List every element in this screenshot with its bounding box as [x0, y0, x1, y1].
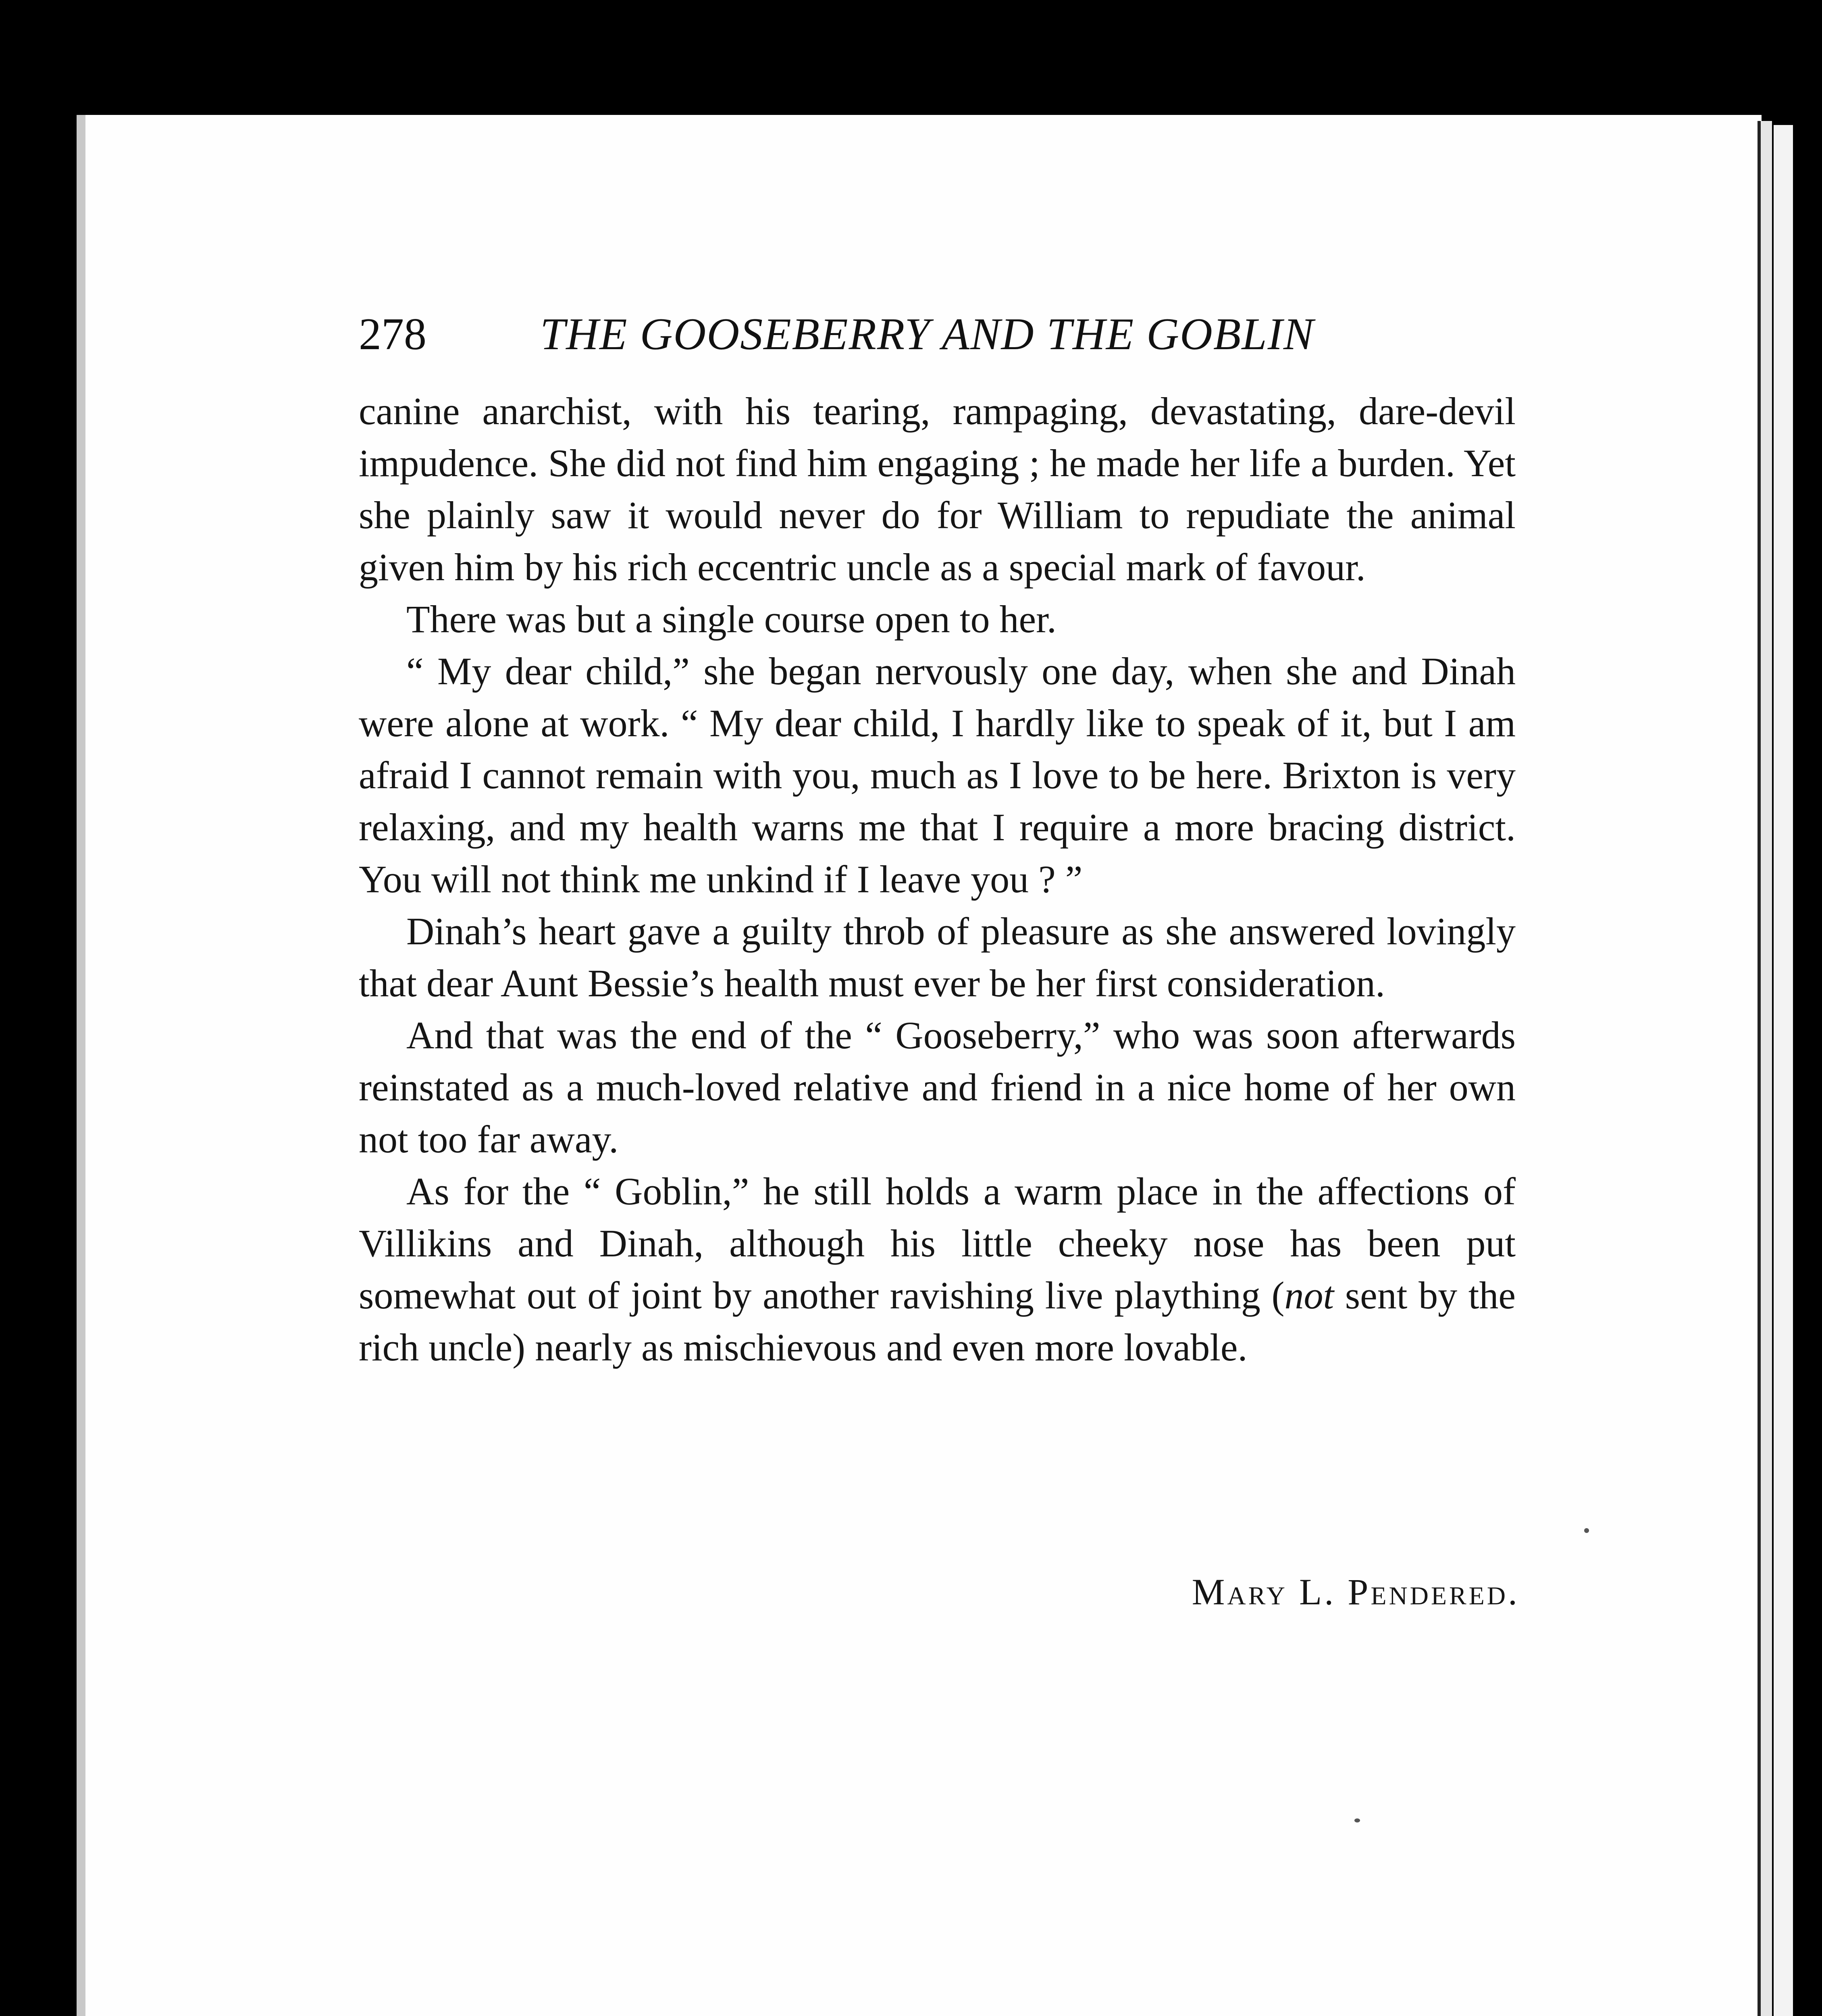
paragraph-text: As for the “ Goblin,” he still holds a warm place in the affections of Villikins and Dinah, although his little cheeky nose has been put somewhat out of joint by another ravishing live plaything ( [359, 1170, 1516, 1317]
scan-speck [1354, 1818, 1360, 1822]
paragraph-text: sent by the rich uncle) nearly as mischievous and even more lovable. [359, 1274, 1516, 1369]
italic-emphasis: not [1284, 1274, 1334, 1317]
paragraph: There was but a single course open to her. [406, 598, 1057, 641]
paragraph: canine anarchist, with his tearing, rampaging, devastating, dare-devil impudence. She did not find him engaging ; he made her life a burden. Yet she plainly saw it would never do for William to repudiate the animal given him by his rich eccentric uncle as a special mark of favour. [359, 389, 1516, 589]
paragraph: And that was the end of the “ Gooseberry,” who was soon afterwards reinstated as a much-loved relative and friend in a nice home of her own not too far away. [359, 1014, 1516, 1161]
page-edge [1758, 121, 1772, 2016]
page-number: 278 [359, 309, 426, 359]
story-text [359, 385, 1516, 1373]
next-page-edge [1774, 125, 1793, 2016]
author-signature: Mary L. Pendered. [1192, 1571, 1520, 1612]
running-title: THE GOOSEBERRY AND THE GOBLIN [540, 309, 1315, 359]
paragraph: Dinah’s heart gave a guilty throb of pleasure as she answered lovingly that dear Aunt Bessie’s health must ever be her first consideration. [359, 910, 1516, 1005]
paragraph [359, 1165, 1516, 1373]
scan-speck [1584, 1528, 1589, 1533]
running-header [359, 308, 1536, 365]
paragraph: “ My dear child,” she began nervously one day, when she and Dinah were alone at work. “ My dear child, I hardly like to speak of it, but I am afraid I cannot remain with you, much as I love to be here. Brixton is very relaxing, and my health warns me that I require a more bracing district. You will not think me unkind if I leave you ? ” [359, 650, 1516, 901]
